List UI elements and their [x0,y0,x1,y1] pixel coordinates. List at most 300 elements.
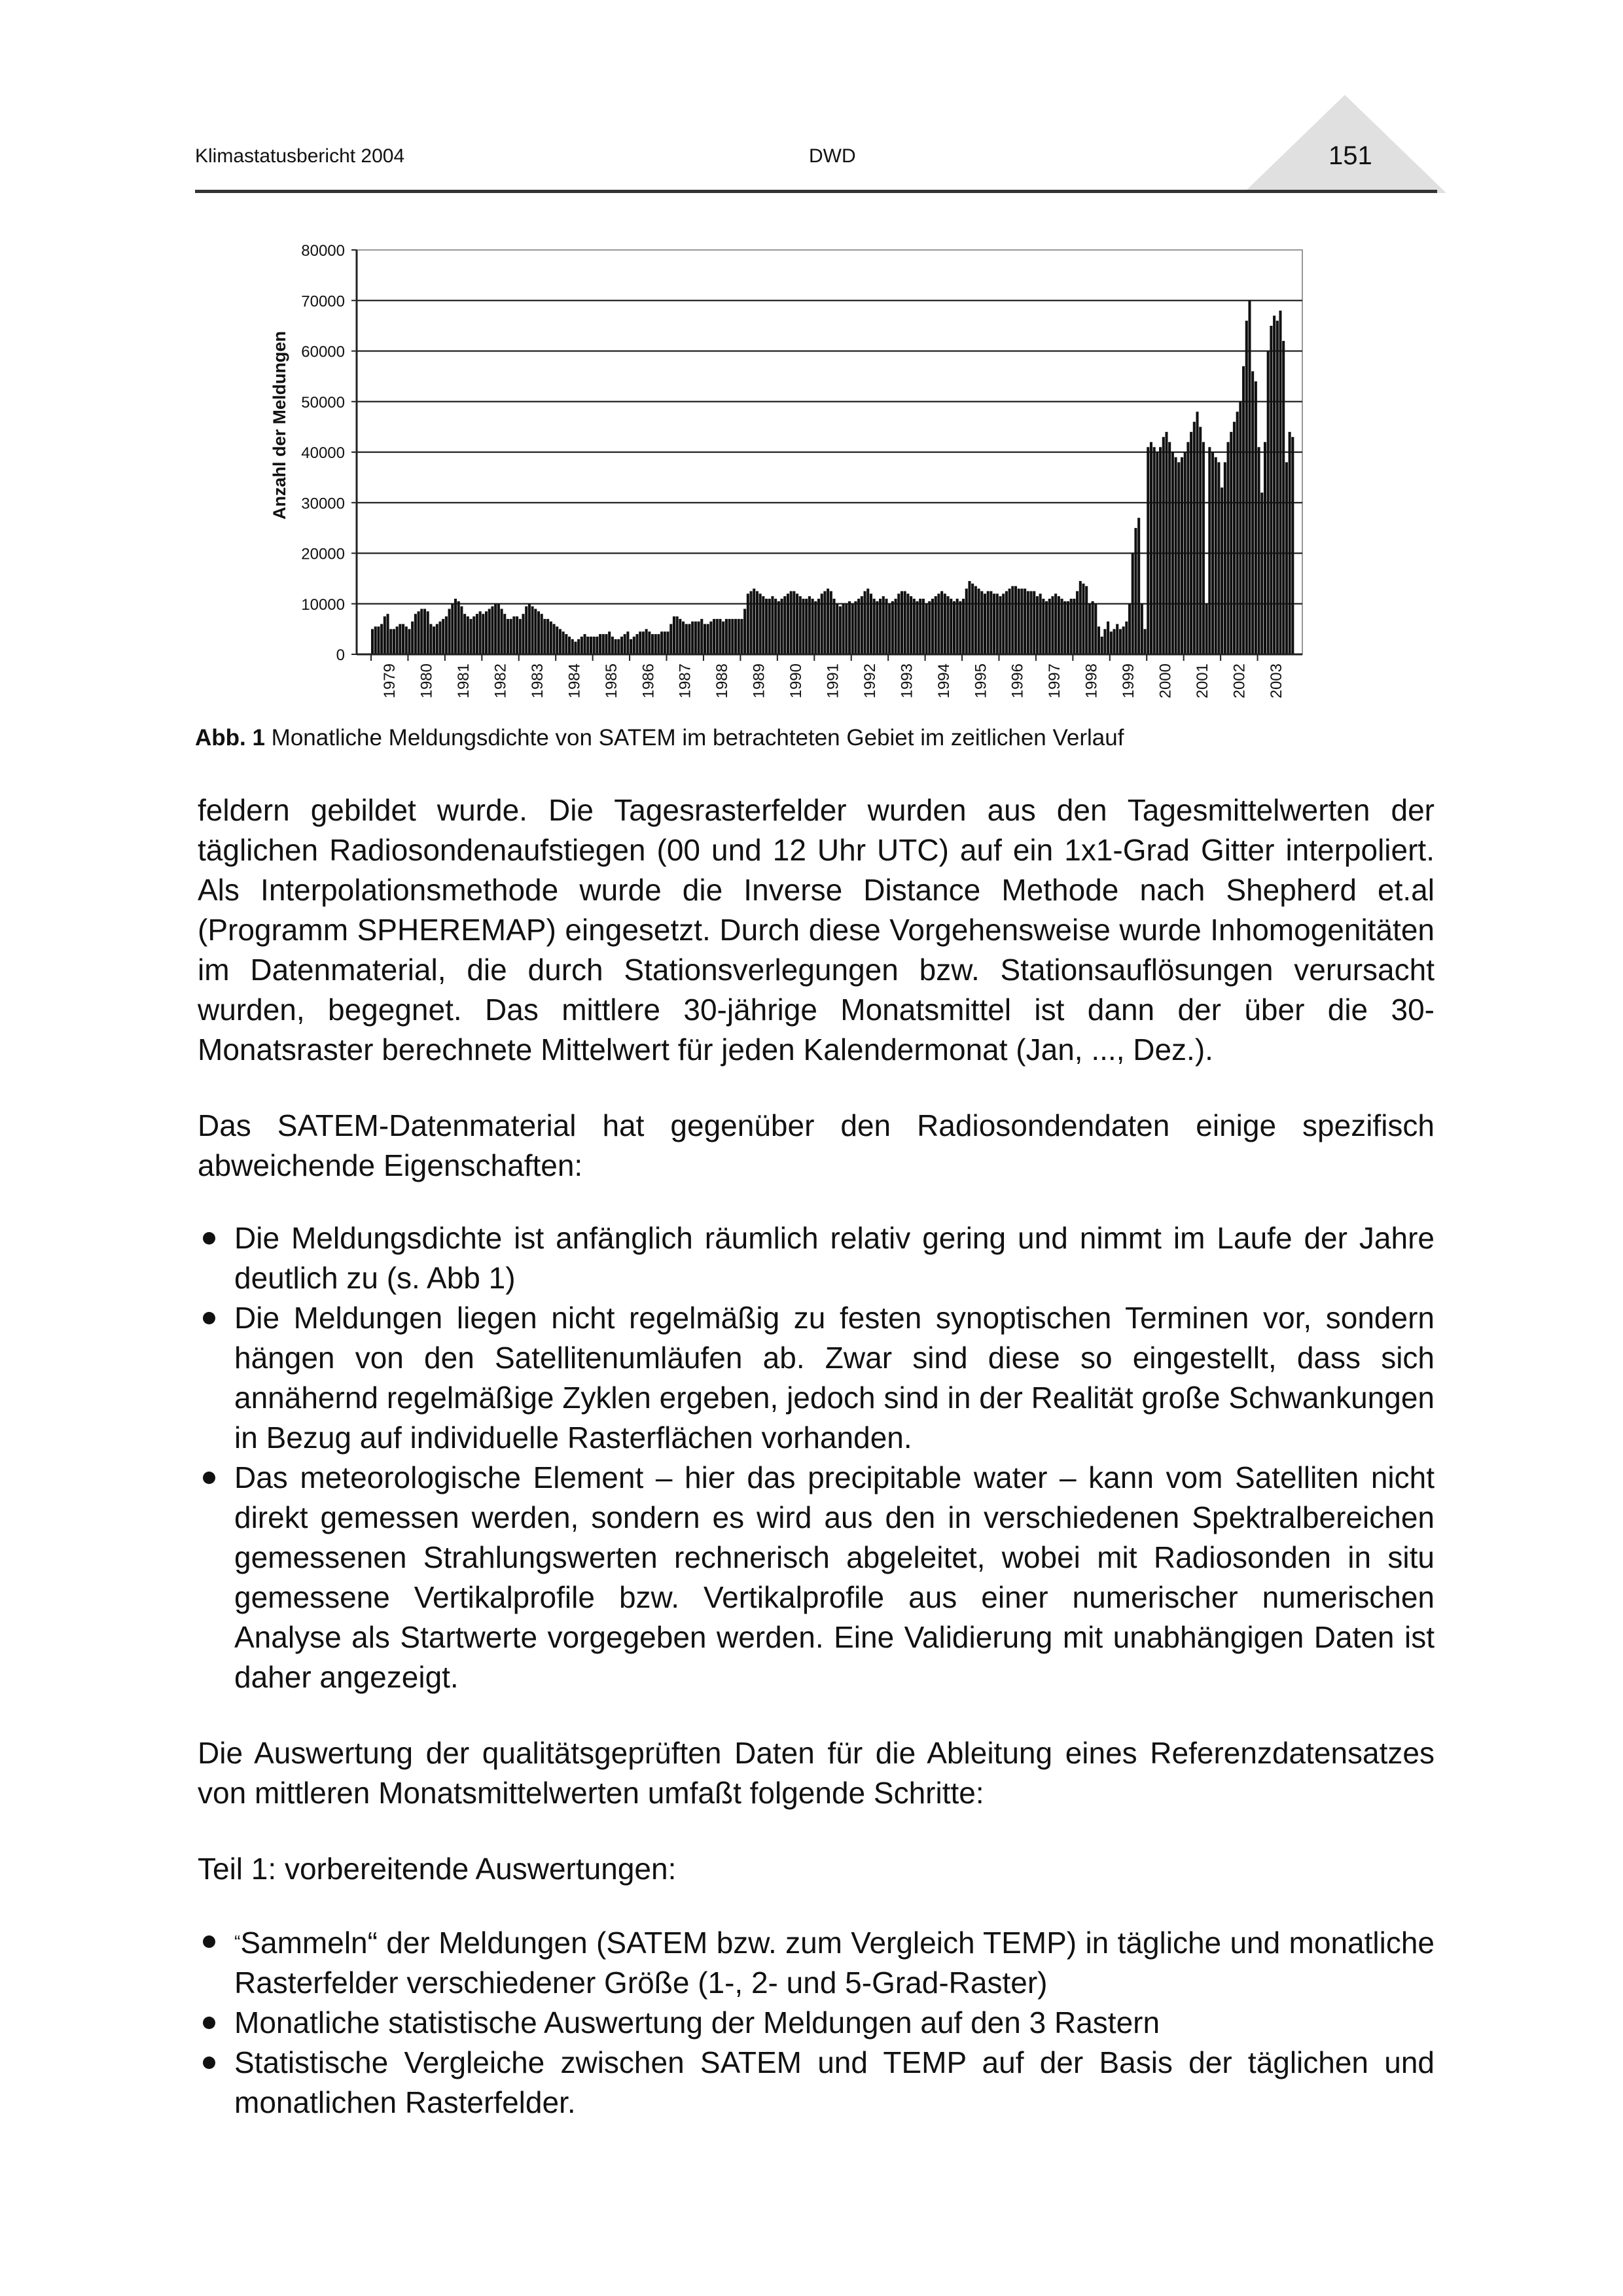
chart-bar [842,604,845,654]
x-tick-label: 1987 [676,663,694,699]
chart-bar [568,637,571,654]
list-item: Die Meldungsdichte ist anfänglich räumlich relativ gering und nimmt im Laufe der Jahre deutlich zu (s. Abb 1) [198,1218,1435,1298]
chart-bar [1165,432,1168,654]
chart-bar [596,637,598,654]
chart-bar [1101,637,1103,654]
chart-bar [1027,591,1029,654]
chart-bar [427,611,429,654]
chart-bar [1248,300,1251,654]
chart-bar [1088,604,1091,654]
chart-bar [1184,452,1186,654]
x-tick-label: 1997 [1046,663,1064,699]
chart-bar [642,631,645,654]
chart-bar [1103,629,1106,654]
y-tick-label: 10000 [301,595,345,614]
chart-bar [1070,599,1073,654]
chart-bar [402,624,404,654]
chart-bar [1258,447,1260,654]
x-tick-label: 2001 [1193,663,1211,699]
x-tick-label: 2002 [1230,663,1249,699]
y-tick-label: 0 [336,646,345,664]
chart-bar [978,589,980,654]
chart-bar [408,629,410,654]
x-tick-label: 1992 [861,663,879,699]
chart-bar [965,589,968,654]
chart-bar [747,593,749,654]
chart-bar [664,631,666,654]
chart-bar [839,607,842,654]
x-tick-label: 1980 [418,663,436,699]
chart-bar [1267,351,1270,655]
chart-bar [1279,311,1281,654]
chart-bar [956,599,959,654]
chart-bar [433,627,435,654]
chart-bar [925,604,928,654]
chart-bar [580,637,583,654]
chart-bar [605,634,607,654]
x-tick-label: 1982 [491,663,510,699]
chart-bar [377,627,380,654]
chart-bar [1020,589,1023,654]
list-item: “Sammeln“ der Meldungen (SATEM bzw. zum Vergleich TEMP) in tägliche und monatliche Rasterfelder verschiedener Größe (1-, 2- und 5-Grad-Raster) [198,1922,1435,2003]
y-tick-label: 80000 [301,242,345,260]
chart-bar [1042,599,1044,654]
chart-bar [457,601,460,654]
chart-bar [608,631,611,654]
chart-bar [1014,586,1017,654]
chart-bar [851,604,854,654]
chart-bar [1033,591,1035,654]
chart-bar [1264,442,1266,654]
chart-bar [438,622,441,654]
chart-bar [420,609,423,654]
chart-bar [371,629,374,654]
y-tick-label: 60000 [301,343,345,361]
x-tick-label: 1984 [565,663,584,699]
chart-bar [590,637,592,654]
chart-bar [463,614,466,654]
chart-bar [919,599,921,654]
bullet-icon [203,1935,215,1948]
chart-bar [1255,381,1257,654]
chart-bar [602,634,605,654]
chart-bar [541,614,543,654]
chart-bar [971,584,974,654]
chart-bar [491,607,493,654]
chart-bar [1285,462,1288,654]
chart-bar [1119,629,1122,654]
x-tick-label: 1998 [1082,663,1101,699]
chart-bar [698,622,700,654]
chart-bar [750,591,753,654]
chart-bar [1276,321,1279,654]
chart-bar [1208,447,1211,654]
chart-bar [1137,518,1140,654]
chart-bar [1291,437,1294,654]
chart-bar [1051,596,1054,654]
chart-bar [968,581,971,654]
header-publisher: DWD [809,145,856,167]
chart-bar [528,604,531,654]
chart-bar [685,624,688,654]
paragraph-4: Teil 1: vorbereitende Auswertungen: [198,1852,677,1886]
chart-bar [787,593,789,654]
chart-bar [537,611,540,654]
x-tick-label: 1999 [1120,663,1137,699]
chart-bar [1045,601,1048,654]
chart-bar [1233,422,1236,654]
chart-bar [916,601,918,654]
chart-bar [1134,528,1137,654]
chart-bar [762,596,764,654]
chart-bar [525,607,527,654]
chart-bar [1186,442,1189,654]
chart-bar [713,619,715,654]
chart-bar [586,637,589,654]
bullet-icon [203,1232,215,1245]
chart-bar [1190,432,1192,654]
chart-bar [882,596,885,654]
chart-bar [1054,593,1057,654]
x-tick-label: 1993 [898,663,916,699]
chart-bar [812,599,814,654]
chart-bar [1030,591,1033,654]
chart-bar [516,616,518,654]
chart-bar [910,596,912,654]
chart-bar [1073,599,1075,654]
chart-bar [429,624,432,654]
chart-bar [1110,631,1113,654]
chart-bar [962,599,965,654]
chart-bar [1205,604,1208,654]
chart-bar [1224,462,1226,654]
chart-bar [476,614,478,654]
chart-bar [1171,452,1174,654]
chart-bar [467,616,469,654]
chart-bar [716,619,719,654]
chart-bar [418,611,420,654]
y-tick-label: 40000 [301,444,345,462]
chart-bar [700,619,703,654]
chart-bars [371,300,1294,654]
chart-bar [1005,591,1008,654]
chart-bar [396,627,399,654]
chart-bar [996,593,999,654]
chart-bar [512,616,515,654]
chart-bar [888,604,891,654]
x-tick-label: 2003 [1267,663,1285,699]
chart-bar [414,614,417,654]
chart-bar [405,627,408,654]
chart-bar [479,611,482,654]
chart-bar [676,616,679,654]
chart-bar [830,591,832,654]
chart-bar [651,634,654,654]
chart-bar [482,614,484,654]
bullet-icon [203,1312,215,1324]
chart-bar [990,591,992,654]
chart-bar [1175,457,1177,654]
chart-bar [445,616,448,654]
chart-bar [1211,452,1214,654]
chart-bar [950,599,952,654]
chart-bar [802,599,804,654]
chart-bar [1002,593,1005,654]
chart-bar [796,593,798,654]
chart-bar [1153,447,1156,654]
chart-bar [374,627,377,654]
chart-bar [808,596,811,654]
chart-bar [654,634,657,654]
chart-bar [1202,442,1205,654]
paragraph-3: Die Auswertung der qualitätsgeprüften Daten für die Ableitung eines Referenzdatensatzes von mittleren Monatsmittelwerten umfaßt folgende Schritte: [198,1736,1435,1810]
list-item: Statistische Vergleiche zwischen SATEM und TEMP auf der Basis der täglichen und monatlichen Rasterfelder. [198,2043,1435,2123]
chart-bar [1018,589,1020,654]
chart-bar [854,601,857,654]
chart-bar [734,619,737,654]
chart-bar [1273,315,1275,654]
x-tick-label: 1989 [750,663,768,699]
chart-bar [423,609,426,654]
chart-bar [448,609,451,654]
chart-bar [648,631,651,654]
chart-bar [833,599,836,654]
chart-bar [1162,437,1165,654]
chart-bar [624,634,626,654]
chart-bar [571,639,574,654]
chart-bar [1085,586,1088,654]
chart-bar [611,637,614,654]
chart-bar [1196,412,1198,654]
y-tick-label: 50000 [301,393,345,412]
chart-bar [679,619,681,654]
chart-x-ticks [371,654,1285,698]
chart-bar [1156,452,1158,654]
chart-bar [1116,624,1118,654]
chart-bar [805,599,808,654]
chart-bar [1008,589,1011,654]
chart-bar [771,596,774,654]
chart-bar [1141,604,1143,654]
chart-bar [546,619,549,654]
chart-bar [1107,622,1109,654]
chart-bar [1147,447,1149,654]
chart-bar [691,622,694,654]
chart-bar [1113,629,1116,654]
chart-bar [731,619,734,654]
chart-bar [556,627,558,654]
chart-bar [620,637,623,654]
chart-bar [1289,432,1291,654]
chart-bar [553,624,556,654]
chart-bar [1217,462,1220,654]
chart-bar [1150,442,1152,654]
chart-bar [1221,487,1223,654]
chart-bar [470,619,473,654]
chart-y-ticks [301,242,357,664]
chart-bar [709,622,712,654]
chart-bar [1061,599,1063,654]
chart-bar [866,589,869,654]
chart-bar [534,609,537,654]
chart-bar [904,591,906,654]
x-tick-label: 1996 [1008,663,1027,699]
chart-bar [740,619,743,654]
chart-bar [993,593,995,654]
chart-bar [673,616,675,654]
x-tick-label: 1981 [455,663,473,699]
chart-bar [823,591,826,654]
chart-bar [543,619,546,654]
chart-bar [879,599,882,654]
chart-bar [1097,627,1100,654]
chart-bar [1094,604,1097,654]
chart-bar [897,593,900,654]
x-tick-label: 1991 [824,663,842,699]
chart-bar [719,619,721,654]
chart-bar [1144,629,1147,654]
page-number: 151 [1329,141,1372,170]
chart-bar [657,634,660,654]
chart-bar [1270,326,1272,654]
chart-bar [1159,447,1162,654]
chart-bar [1260,493,1263,654]
y-tick-label: 30000 [301,495,345,513]
chart-bar [626,631,629,654]
x-tick-label: 1995 [972,663,990,699]
chart-bar [389,629,392,654]
chart-bar [781,599,783,654]
chart-bar [953,601,955,654]
chart-bar [1181,457,1183,654]
chart-bar [630,639,632,654]
chart-bar [507,619,509,654]
chart-bar [565,634,567,654]
chart-bar [774,599,777,654]
chart-bar [1227,442,1230,654]
chart-bar [694,622,697,654]
chart-bar [906,593,909,654]
chart-bar [1058,596,1060,654]
bullet-list-steps [198,1922,1435,2123]
chart-bar [1024,589,1026,654]
chart-bar [799,596,802,654]
chart-bar [460,607,463,654]
chart-bar [756,591,758,654]
x-tick-label: 1979 [381,663,399,699]
chart-bar [1242,366,1245,654]
chart-bar [519,619,522,654]
chart-bar [722,622,724,654]
chart-bar [639,631,641,654]
bullet-icon [203,1472,215,1484]
chart-bar [848,601,851,654]
x-tick-label: 1990 [787,663,806,699]
chart-bar [645,629,648,654]
caption-label: Abb. 1 [195,725,265,751]
chart-bar [845,604,847,654]
chart-bar [531,607,534,654]
chart-bar [451,604,454,654]
body-text [198,790,1435,2123]
chart-bar [980,591,983,654]
chart-bar [901,591,903,654]
y-tick-label: 70000 [301,292,345,311]
chart-bar [864,591,866,654]
chart-bar [738,619,740,654]
chart-bar [442,619,444,654]
chart-bar [913,599,916,654]
chart-bar [944,593,946,654]
x-tick-label: 1988 [713,663,732,699]
chart-bar [559,629,562,654]
chart-bar [522,614,524,654]
chart-bar [497,604,500,654]
chart-bar [922,599,925,654]
chart-bar [1011,586,1014,654]
list-item: Das meteorologische Element – hier das precipitable water – kann vom Satelliten nicht direkt gemessen werden, sondern es wird aus den in verschiedenen Spektralbereichen gemessenen Strahlungswerten rechnerisch abgeleitet, wobei mit Radiosonden in situ gemessene Vertikalprofile bzw. Vertikalprofile aus einer numerischer numerischen Analyse als Startwerte vorgegeben werden. Eine Validierung mit unabhängigen Daten ist daher angezeigt. [198,1458,1435,1697]
chart-bar [383,616,386,654]
chart-bar [387,614,389,654]
paragraph-1: feldern gebildet wurde. Die Tagesrasterfelder wurden aus den Tagesmittelwerten der täglichen Radiosondenaufstiegen (00 und 12 Uhr UTC) auf ein 1x1-Grad Gitter interpoliert. Als Interpolationsmethode wurde die Inverse Distance Methode nach Shepherd et.al (Programm SPHEREMAP) eingesetzt. Durch diese Vorgehensweise wurde Inhomogenitäten im Datenmaterial, die durch Stationsverlegungen bzw. Stationsauflösungen verursacht wurden, begegnet. Das mittlere 30-jährige Monatsmittel ist dann der über die 30- Monatsraster berechnete Mittelwert für jeden Kalendermonat (Jan, ..., Dez.). [198,793,1435,1067]
chart-bar [959,601,961,654]
chart-bar [599,634,601,654]
list-item: Die Meldungen liegen nicht regelmäßig zu festen synoptischen Terminen vor, sondern hängen von den Satellitenumläufen ab. Zwar sind diese so eingestellt, dass sich annähernd regelmäßige Zyklen ergeben, jedoch sind in der Realität große Schwankungen in Bezug auf individuelle Rasterflächen vorhanden. [198,1298,1435,1458]
chart-bar [1236,412,1239,654]
chart-bar [1067,601,1069,654]
chart-bar [501,609,503,654]
chart-bar [436,624,438,654]
chart-bar [704,624,706,654]
chart-bar [1092,601,1094,654]
chart-bar [984,593,986,654]
chart-bar [931,599,934,654]
chart-bar [759,593,762,654]
bullet-icon [203,2057,215,2069]
chart-bar [768,599,771,654]
chart-bar [503,614,506,654]
list-item: Monatliche statistische Auswertung der Meldungen auf den 3 Rastern [198,2003,1435,2043]
chart-bar [777,601,780,654]
bullet-icon [203,2017,215,2029]
chart-bar [669,624,672,654]
chart-bar [399,624,401,654]
bar-chart [0,0,1623,720]
chart-bar [1215,457,1217,654]
chart-bar [1125,622,1128,654]
chart-bar [1132,554,1134,655]
chart-bar [974,586,977,654]
chart-bar [940,591,943,654]
chart-bar [1128,604,1131,654]
bullet-list-properties [198,1218,1435,1697]
chart-bar [753,589,755,654]
chart-bar [790,591,793,654]
chart-bar [743,609,746,654]
chart-bar [765,599,768,654]
chart-bar [1122,627,1125,654]
chart-bar [688,624,690,654]
chart-bar [593,637,596,654]
chart-bar [633,637,635,654]
chart-bar [891,601,894,654]
chart-bar [728,619,731,654]
chart-bar [1282,341,1285,654]
chart-bar [1230,432,1232,654]
chart-bar [827,589,829,654]
chart-bar [1168,442,1171,654]
chart-bar [870,593,872,654]
